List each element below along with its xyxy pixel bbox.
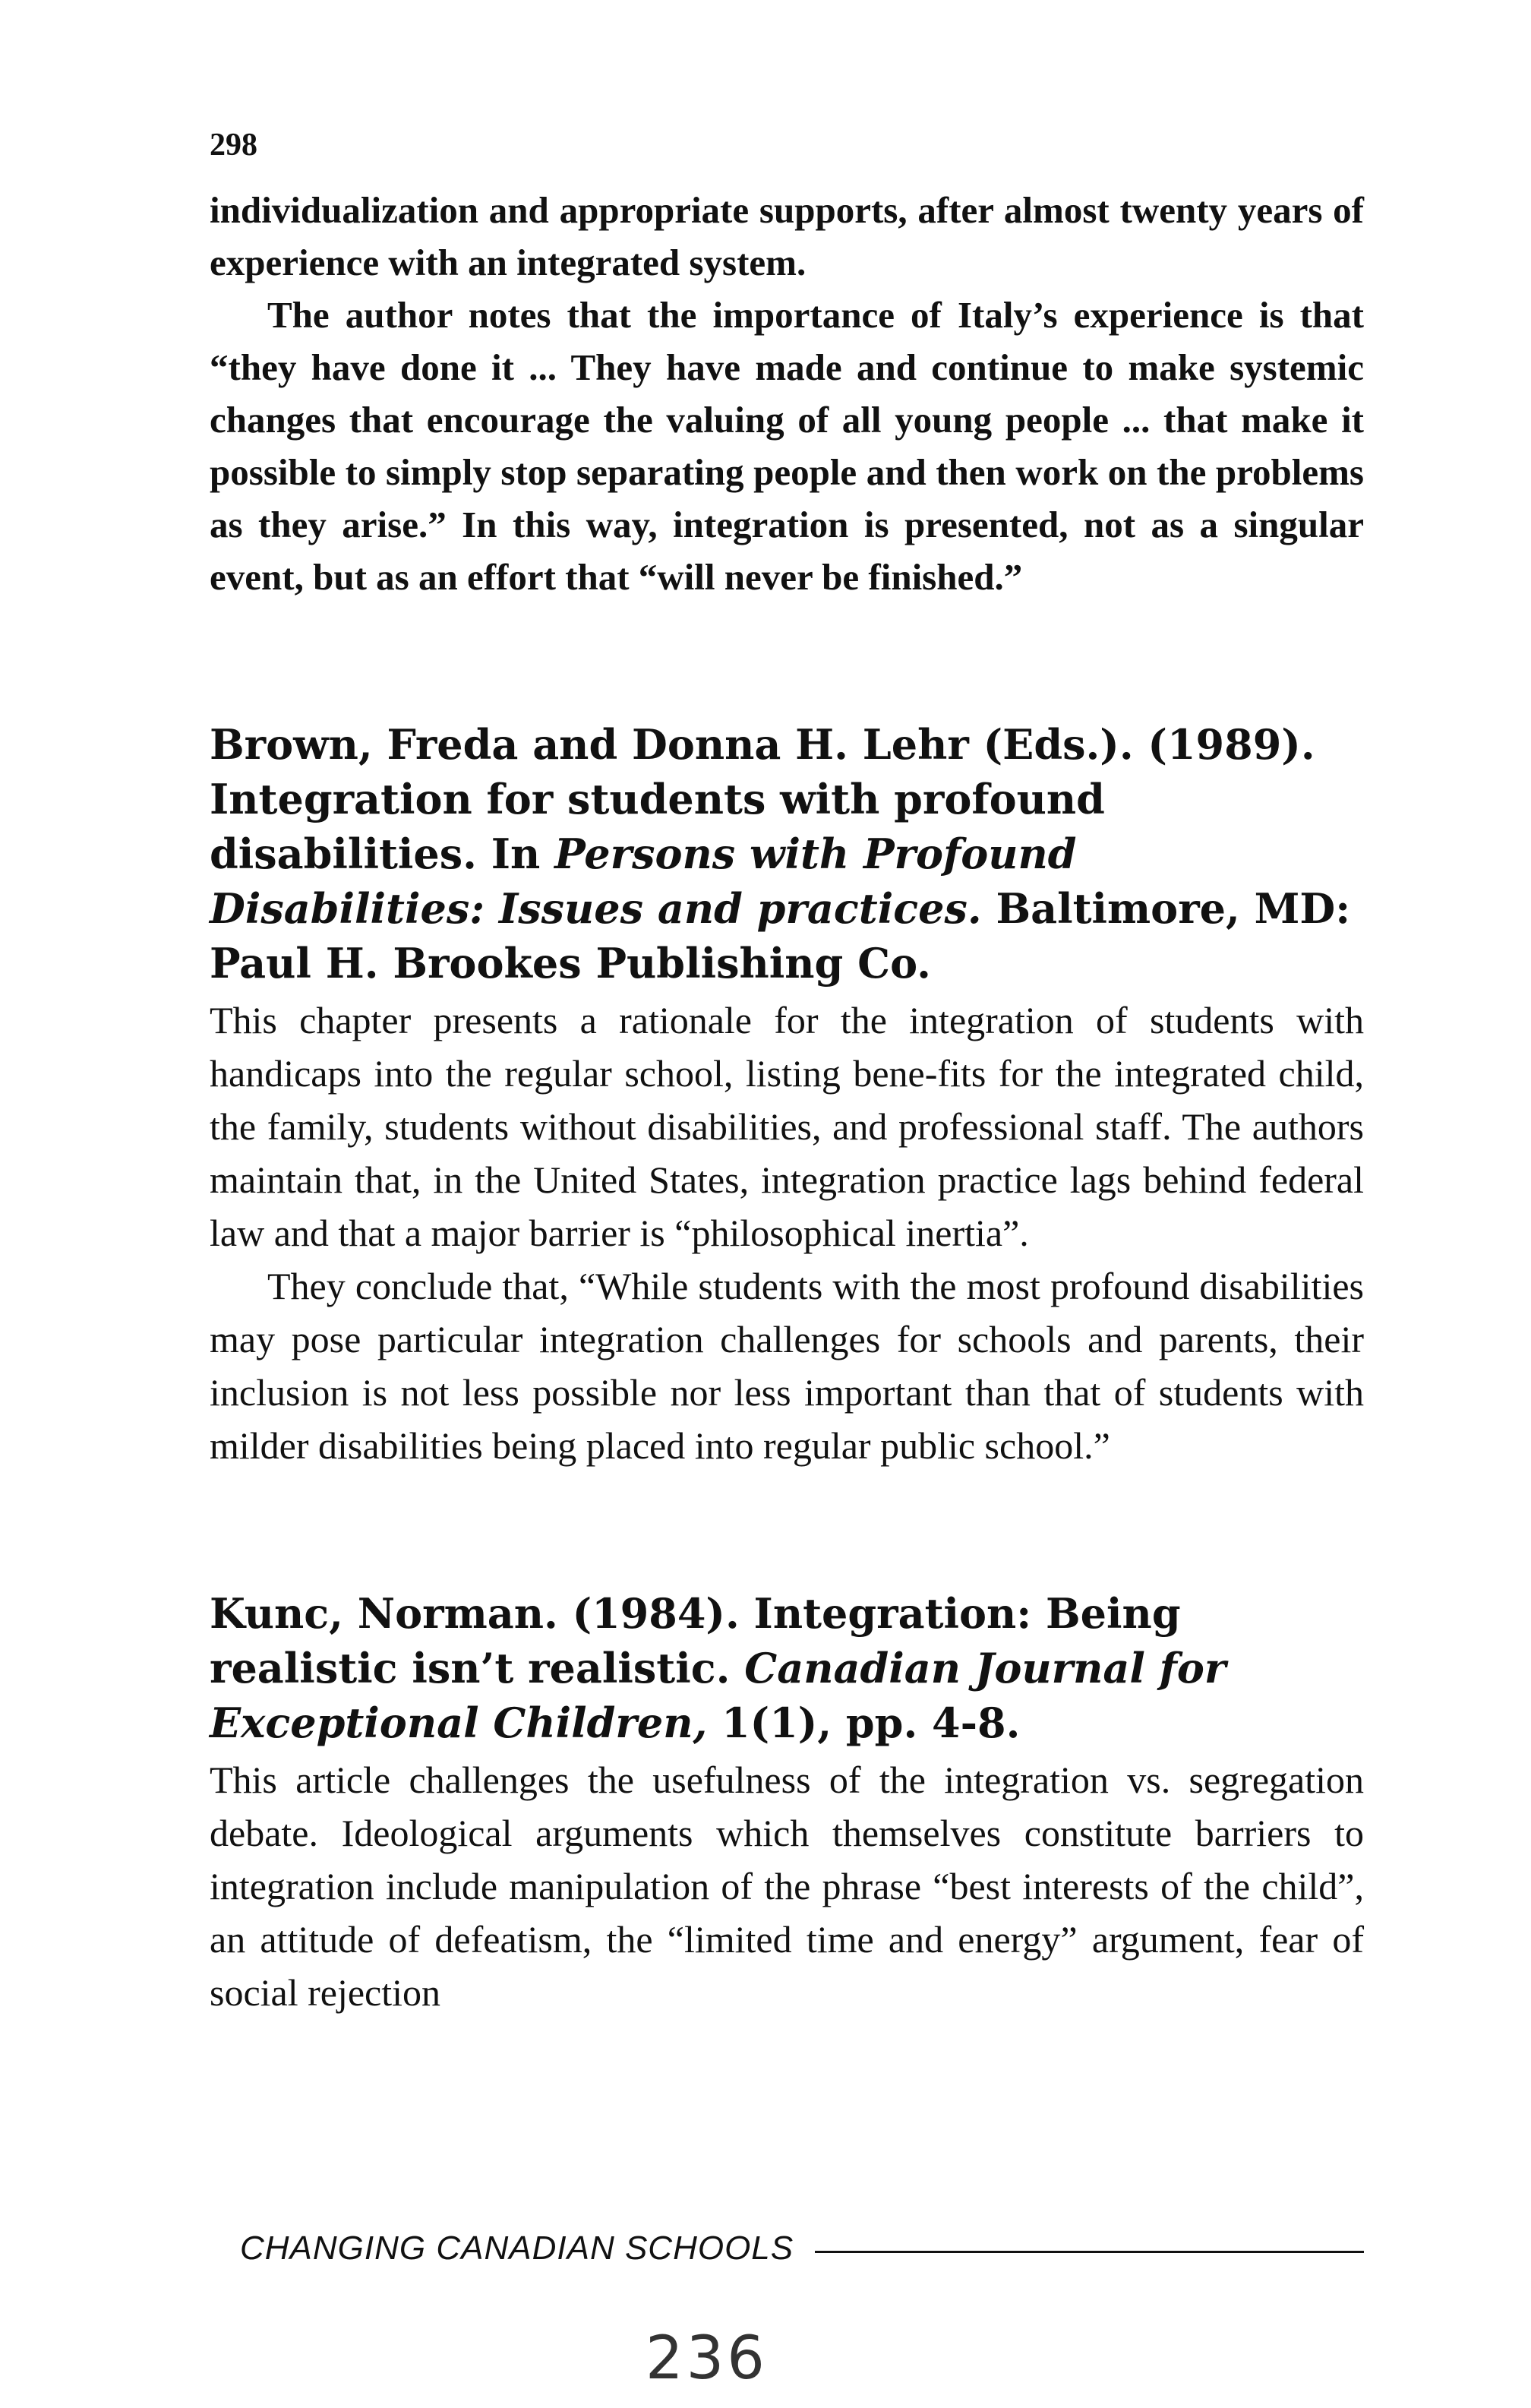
citation-lead: Brown, Freda and Donna H. Lehr (Eds.). (1989). Integration for students with profound disabilities. In	[210, 720, 1315, 878]
entry-summary	[210, 994, 1364, 1472]
summary-paragraph-1: This article challenges the usefulness of the integration vs. segregation debate. Ideological arguments which themselves constitute barriers to integration include manipulation of the phrase “best interests of the child”, an attitude of defeatism, the “limited time and energy” argument, fear of social rejection	[210, 1759, 1364, 2014]
citation-publisher: Baltimore, MD: Paul H. Brookes Publishing Co.	[210, 884, 1351, 988]
page-body	[210, 129, 1364, 2019]
citation	[210, 1586, 1364, 1750]
summary-paragraph-2: They conclude that, “While students with the most profound disabilities may pose particular integration challenges for schools and parents, their inclusion is not less possible nor less important than that of students with milder disabilities being placed into regular public school.”	[210, 1265, 1364, 1467]
citation-lead: Kunc, Norman. (1984). Integration: Being realistic isn’t realistic.	[210, 1589, 1181, 1692]
page-number: 298	[210, 128, 257, 163]
running-footer	[240, 2229, 1364, 2267]
entry-summary	[210, 1753, 1364, 2019]
citation	[210, 717, 1364, 991]
intro-paragraph-2: The author notes that the importance of Italy’s experience is that “they have done it ... They have made and continue to make systemic changes that encourage the valuing of all young people ... that make it possible to simply stop separating people and then work on the problems as they arise.” In this way, integration is presented, not as a singular event, but as an effort that “will never be finished.”	[210, 294, 1364, 598]
summary-paragraph-1: This chapter presents a rationale for the integration of students with handicaps into the regular school, listing bene-fits for the integrated child, the family, students without disabilities, and professional staff. The authors maintain that, in the United States, integration practice lags behind federal law and that a major barrier is “philosophical inertia”.	[210, 999, 1364, 1254]
intro-paragraph-1: individualization and appropriate supports, after almost twenty years of experience with an integrated system.	[210, 189, 1364, 283]
bibliography-entry-kunc	[210, 1586, 1364, 2019]
bibliography-entry-brown-lehr	[210, 717, 1364, 1472]
citation-title: Canadian Journal for Exceptional Children,	[210, 1644, 1226, 1747]
scan-page-number: 236	[646, 2324, 768, 2393]
citation-title: Persons with Profound Disabilities: Issues and practices.	[210, 830, 1077, 933]
footer-title: CHANGING CANADIAN SCHOOLS	[240, 2229, 794, 2267]
footer-rule	[815, 2251, 1364, 2253]
citation-volume: 1(1), pp. 4-8.	[707, 1699, 1021, 1747]
intro-section	[210, 184, 1364, 603]
